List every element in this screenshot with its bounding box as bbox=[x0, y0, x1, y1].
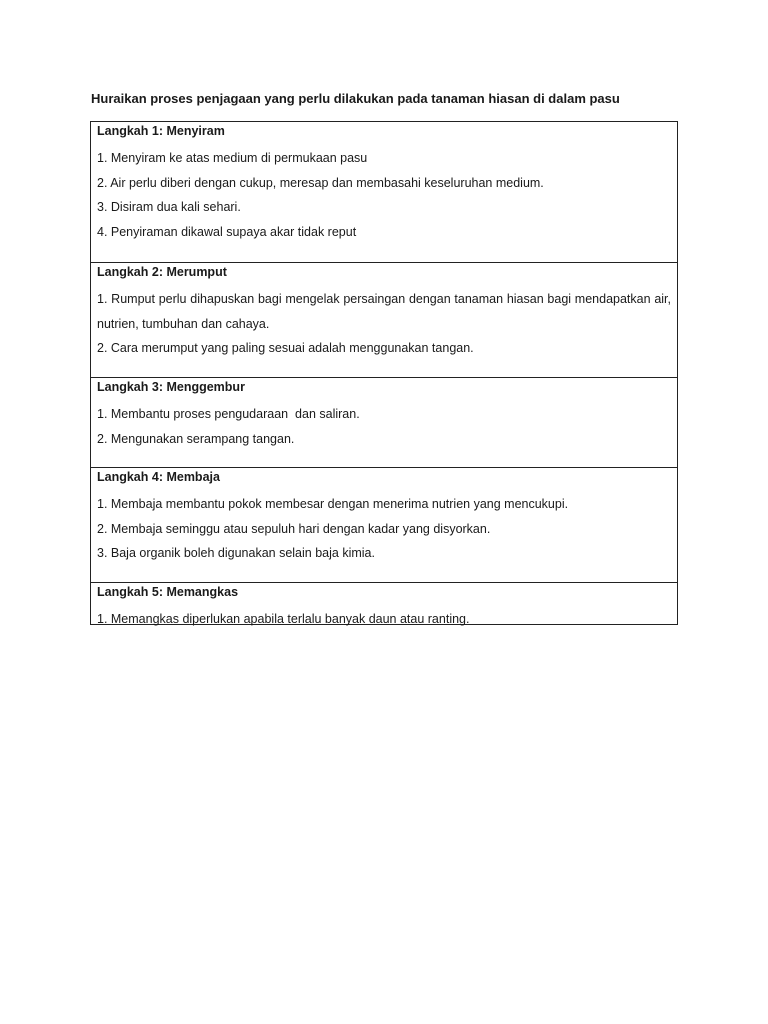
step-heading: Langkah 3: Menggembur bbox=[97, 380, 245, 394]
step-item: 2. Membaja seminggu atau sepuluh hari dengan kadar yang disyorkan. bbox=[97, 521, 491, 536]
page-title: Huraikan proses penjagaan yang perlu dilakukan pada tanaman hiasan di dalam pasu bbox=[91, 91, 620, 106]
step-heading: Langkah 5: Memangkas bbox=[97, 585, 239, 599]
step-item: 4. Penyiraman dikawal supaya akar tidak reput bbox=[97, 224, 357, 239]
step-section-menyiram bbox=[91, 122, 677, 262]
step-section-membaja bbox=[91, 467, 677, 582]
step-section-menggembur bbox=[91, 377, 677, 467]
step-item: 2. Air perlu diberi dengan cukup, meresap dan membasahi keseluruhan medium. bbox=[97, 175, 544, 190]
step-item: 2. Cara merumput yang paling sesuai adalah menggunakan tangan. bbox=[97, 341, 474, 355]
step-item: 1. Menyiram ke atas medium di permukaan pasu bbox=[97, 151, 368, 165]
step-item: 1. Membantu proses pengudaraan dan saliran. bbox=[97, 407, 360, 421]
step-item: 1. Membaja membantu pokok membesar dengan menerima nutrien yang mencukupi. bbox=[97, 497, 569, 511]
step-heading: Langkah 2: Merumput bbox=[97, 265, 227, 279]
step-item: 3. Disiram dua kali sehari. bbox=[97, 200, 241, 214]
step-heading: Langkah 4: Membaja bbox=[97, 470, 220, 484]
step-item: 1. Memangkas diperlukan apabila terlalu banyak daun atau ranting. bbox=[97, 612, 470, 626]
step-section-merumput bbox=[91, 262, 677, 377]
steps-table bbox=[90, 121, 678, 625]
step-item: 2. Mengunakan serampang tangan. bbox=[97, 431, 295, 446]
step-heading: Langkah 1: Menyiram bbox=[97, 124, 225, 138]
step-item: 3. Baja organik boleh digunakan selain baja kimia. bbox=[97, 546, 375, 560]
step-item: 1. Rumput perlu dihapuskan bagi mengelak persaingan dengan tanaman hiasan bagi mendapatkan air, nutrien, tumbuhan dan cahaya. bbox=[97, 292, 671, 331]
step-section-memangkas bbox=[91, 582, 677, 624]
